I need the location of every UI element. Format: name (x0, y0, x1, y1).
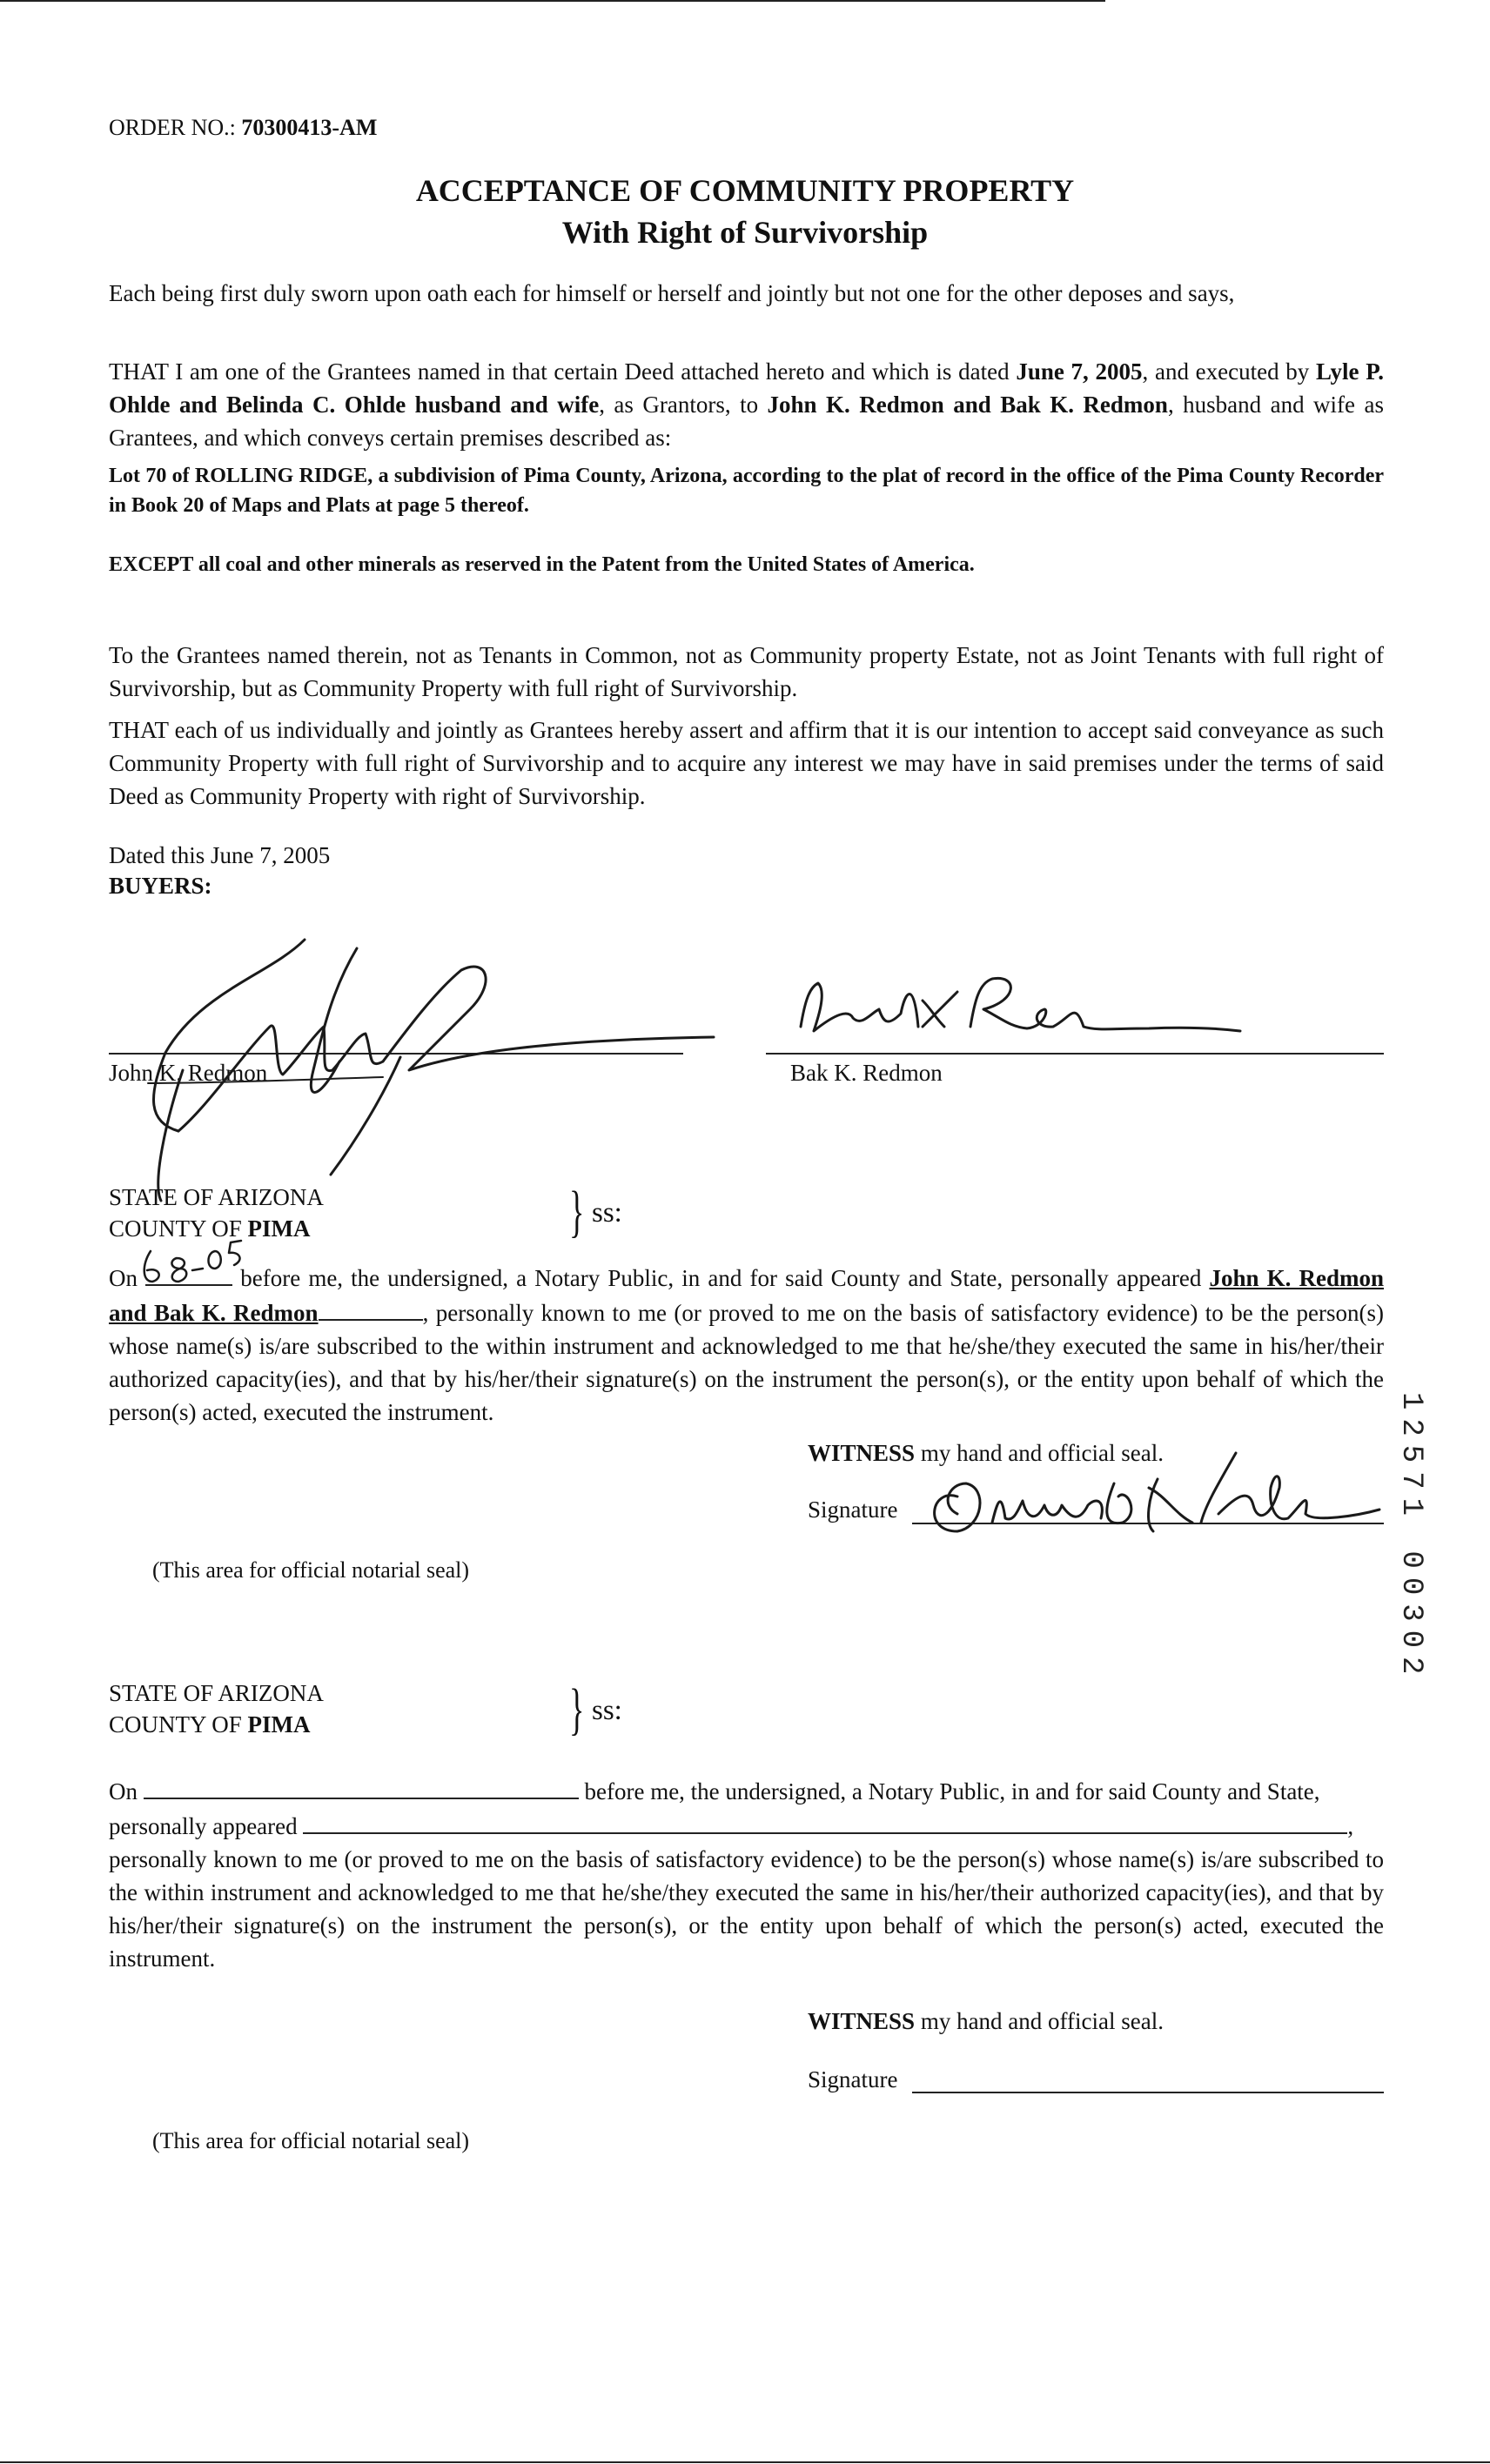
legal-description: Lot 70 of ROLLING RIDGE, a subdivision of Pima County, Arizona, according to the plat of record in the office of the Pima County Recorder in Book 20 of Maps and Plats at page 5 thereof. (109, 465, 1384, 517)
notary2-state: STATE OF ARIZONA (109, 1680, 324, 1706)
notary1-on: On (109, 1265, 138, 1291)
county-value: PIMA (247, 1215, 311, 1242)
deed-text: , husband and wife as Grantees, and which conveys certain premises described as: (109, 392, 1384, 451)
notary2-brace: } (569, 1677, 585, 1741)
notary2-appeared-field[interactable] (303, 1808, 1347, 1834)
buyers-label: BUYERS: (109, 873, 212, 899)
intro-paragraph: Each being first duly sworn upon oath each for himself or herself and jointly but not one for the other deposes and says, (109, 280, 1235, 306)
notary1-signature (905, 1436, 1393, 1549)
order-label: ORDER NO.: (109, 115, 236, 140)
document-subtitle: With Right of Survivorship (561, 215, 929, 250)
notary1-body (109, 1260, 1384, 1429)
document-title: ACCEPTANCE OF COMMUNITY PROPERTY (415, 173, 1075, 208)
notary1-seal-area: (This area for official notarial seal) (152, 1557, 470, 1583)
top-border-line (0, 0, 1105, 2)
deed-text: , as Grantors, to (599, 392, 768, 418)
recording-stamp: 12571 00302 (1394, 1392, 1427, 1684)
notary2-signature-label: Signature (808, 2066, 898, 2092)
order-value: 70300413-AM (241, 115, 378, 140)
notary2-appeared-label: personally appeared (109, 1813, 298, 1839)
notary2-seal-area: (This area for official notarial seal) (152, 2128, 470, 2153)
witness-text: my hand and official seal. (915, 1440, 1164, 1466)
witness-label: WITNESS (808, 1440, 916, 1466)
deed-paragraph (109, 355, 1384, 454)
dated-line: Dated this June 7, 2005 (109, 842, 331, 868)
notary2-signature-field[interactable] (912, 2092, 1384, 2093)
deed-date: June 7, 2005 (1016, 358, 1143, 385)
notary2-witness (808, 2008, 1164, 2035)
notary2-on: On (109, 1778, 138, 1804)
notary1-text: , personally known to me (or proved to me on the basis of satisfactory evidence) to be the person(s) whose name(s) is/are subscribed to the within instrument and acknowledged to me that he/she/they executed the same in his/her/their authorized capacity(ies), and that by his/her/their signature(s) on the instrument the person(s), or the entity upon behalf of which the person(s) acted, executed the instrument. (109, 1300, 1384, 1425)
county-label: COUNTY OF (109, 1711, 248, 1738)
witness-label: WITNESS (808, 2008, 916, 2034)
notary2-date-field[interactable] (144, 1773, 579, 1799)
mineral-exception: EXCEPT all coal and other minerals as reserved in the Patent from the United States of America. (109, 553, 975, 576)
county-label: COUNTY OF (109, 1215, 248, 1242)
county-value: PIMA (247, 1711, 311, 1738)
notary1-ss: ss: (592, 1197, 622, 1229)
notary1-names-blank (319, 1295, 423, 1321)
deed-text: THAT I am one of the Grantees named in that certain Deed attached hereto and which is dated (109, 358, 1017, 385)
deed-text: , and executed by (1142, 358, 1317, 385)
notary1-state: STATE OF ARIZONA (109, 1184, 324, 1210)
notary2-text: before me, the undersigned, a Notary Public, in and for said County and State, (584, 1778, 1320, 1804)
notary1-appeared-names: John K. Redmon and Bak K. Redmon (109, 1265, 1384, 1326)
notary1-brace: } (569, 1180, 585, 1243)
witness-text: my hand and official seal. (915, 2008, 1164, 2034)
bottom-border-line (0, 2461, 1490, 2463)
notary2-county (109, 1709, 324, 1740)
bak-signature (783, 966, 1271, 1053)
notary2-text: personally known to me (or proved to me on the basis of satisfactory evidence) to be the person(s) whose name(s) is/are subscribed to the within instrument and acknowledged to me that he/she/they executed the same in his/her/their authorized capacity(ies), and that by his/her/their signature(s) on the instrument the person(s), or the entity upon behalf of which the person(s) acted, executed the instrument. (109, 1846, 1384, 1972)
affirmation-paragraph: THAT each of us individually and jointly as Grantees hereby assert and affirm that it is our intention to accept said conveyance as such Community Property with full right of Survivorship and to acquire any interest we may have in said premises under the terms of said Deed as Community Property with right of Survivorship. (109, 717, 1384, 809)
order-number (109, 115, 377, 141)
notary1-signature-label: Signature (808, 1496, 898, 1523)
grantors-names: Lyle P. Ohlde and Belinda C. Ohlde husband and wife (109, 358, 1384, 418)
john-signature (96, 922, 722, 1209)
tenancy-paragraph: To the Grantees named therein, not as Tenants in Common, not as Community property Estate, not as Joint Tenants with full right of Survivorship, but as Community Property with full right of Survivorship. (109, 642, 1384, 701)
buyer2-name: Bak K. Redmon (790, 1060, 943, 1086)
notary2-body: On before me, the undersigned, a Notary Public, in and for said County and State, personally appeared , personally known to me (or proved to me on the basis of satisfactory evidence) to be the person(s) whose name(s) is/are subscribed to the within instrument and acknowledged to me that he/she/they executed the same in his/her/their authorized capacity(ies), and that by his/her/their signature(s) on the instrument the person(s), or the entity upon behalf of which the person(s) acted, executed the instrument. (109, 1773, 1384, 1975)
buyer1-name: John K. Redmon (109, 1060, 268, 1086)
notary1-date-blank (145, 1260, 232, 1286)
notary2-ss: ss: (592, 1695, 622, 1726)
buyer2-signature-line (766, 1053, 1384, 1055)
notary1-text: before me, the undersigned, a Notary Public, in and for said County and State, personally appeared (240, 1265, 1210, 1291)
grantees-names: John K. Redmon and Bak K. Redmon (767, 392, 1168, 418)
notary2-venue (109, 1677, 324, 1740)
